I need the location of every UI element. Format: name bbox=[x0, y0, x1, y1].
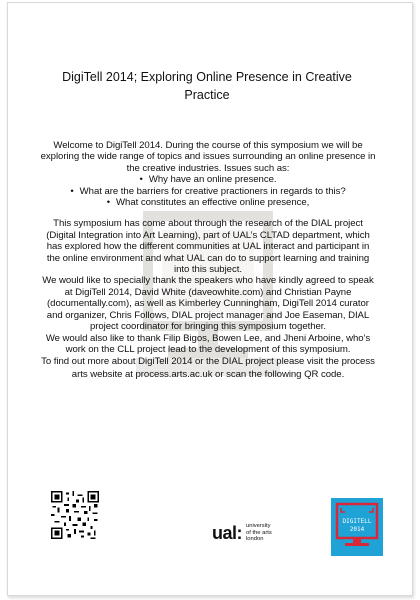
svg-text:2014: 2014 bbox=[349, 526, 365, 533]
thanks-speakers-paragraph: We would like to specially thank the speakers who have kindly agreed to speak at DigiTell 2014, David White (daveowhite.com) and Christian Payne (documentally.com), as well as Kimberley Cunningham, DigiTell 2014 curator and organizer, Chris Follows, DIAL project manager and Joe Easeman, DIAL project coordinator for bringing this symposium together. bbox=[42, 275, 374, 333]
list-item: • What are the barriers for creative practioners in regards to this? bbox=[70, 185, 346, 197]
ual-logo-words: university of the arts london bbox=[246, 523, 272, 543]
find-out-more-paragraph: To find out more about DigiTell 2014 or the DIAL project please visit the process arts website at process.arts.ac.uk or scan the following QR code. bbox=[41, 356, 375, 381]
intro-paragraph: Welcome to DigiTell 2014. During the course of this symposium we will be exploring the wide range of topics and issues surrounding an online presence in the creative industries. Issues such as: bbox=[40, 140, 376, 174]
list-item: • What constitutes an effective online presence, bbox=[106, 197, 310, 209]
dial-paragraph: This symposium has come about through the research of the DIAL project (Digital Integration into Art Learning), part of UAL’s CLTAD department, which has explored how the different communities at UAL interact and participant in the online environment and what UAL can do to support learning and training into this subject. bbox=[46, 218, 370, 276]
digitell-logo bbox=[331, 498, 383, 556]
qr-code-image bbox=[51, 491, 99, 539]
digitell-monitor-icon bbox=[331, 498, 383, 556]
ual-logo-mark: ual: bbox=[212, 522, 243, 543]
body-text bbox=[40, 140, 376, 381]
svg-text:DIGITELL: DIGITELL bbox=[342, 518, 372, 525]
bullet-icon: • bbox=[70, 185, 74, 197]
bullet-icon: • bbox=[106, 197, 111, 209]
issues-list bbox=[40, 174, 376, 208]
thanks-cll-paragraph: We would also like to thank Filip Bigos, Bowen Lee, and Jheni Arboine, who’s work on the CLL project lead to the development of this symposium. bbox=[45, 332, 371, 355]
bullet-icon: • bbox=[139, 174, 143, 186]
page-title: DigiTell 2014; Exploring Online Presence in Creative Practice bbox=[62, 70, 352, 102]
ual-logo bbox=[212, 518, 322, 548]
list-item: • Why have an online presence. bbox=[139, 174, 277, 186]
